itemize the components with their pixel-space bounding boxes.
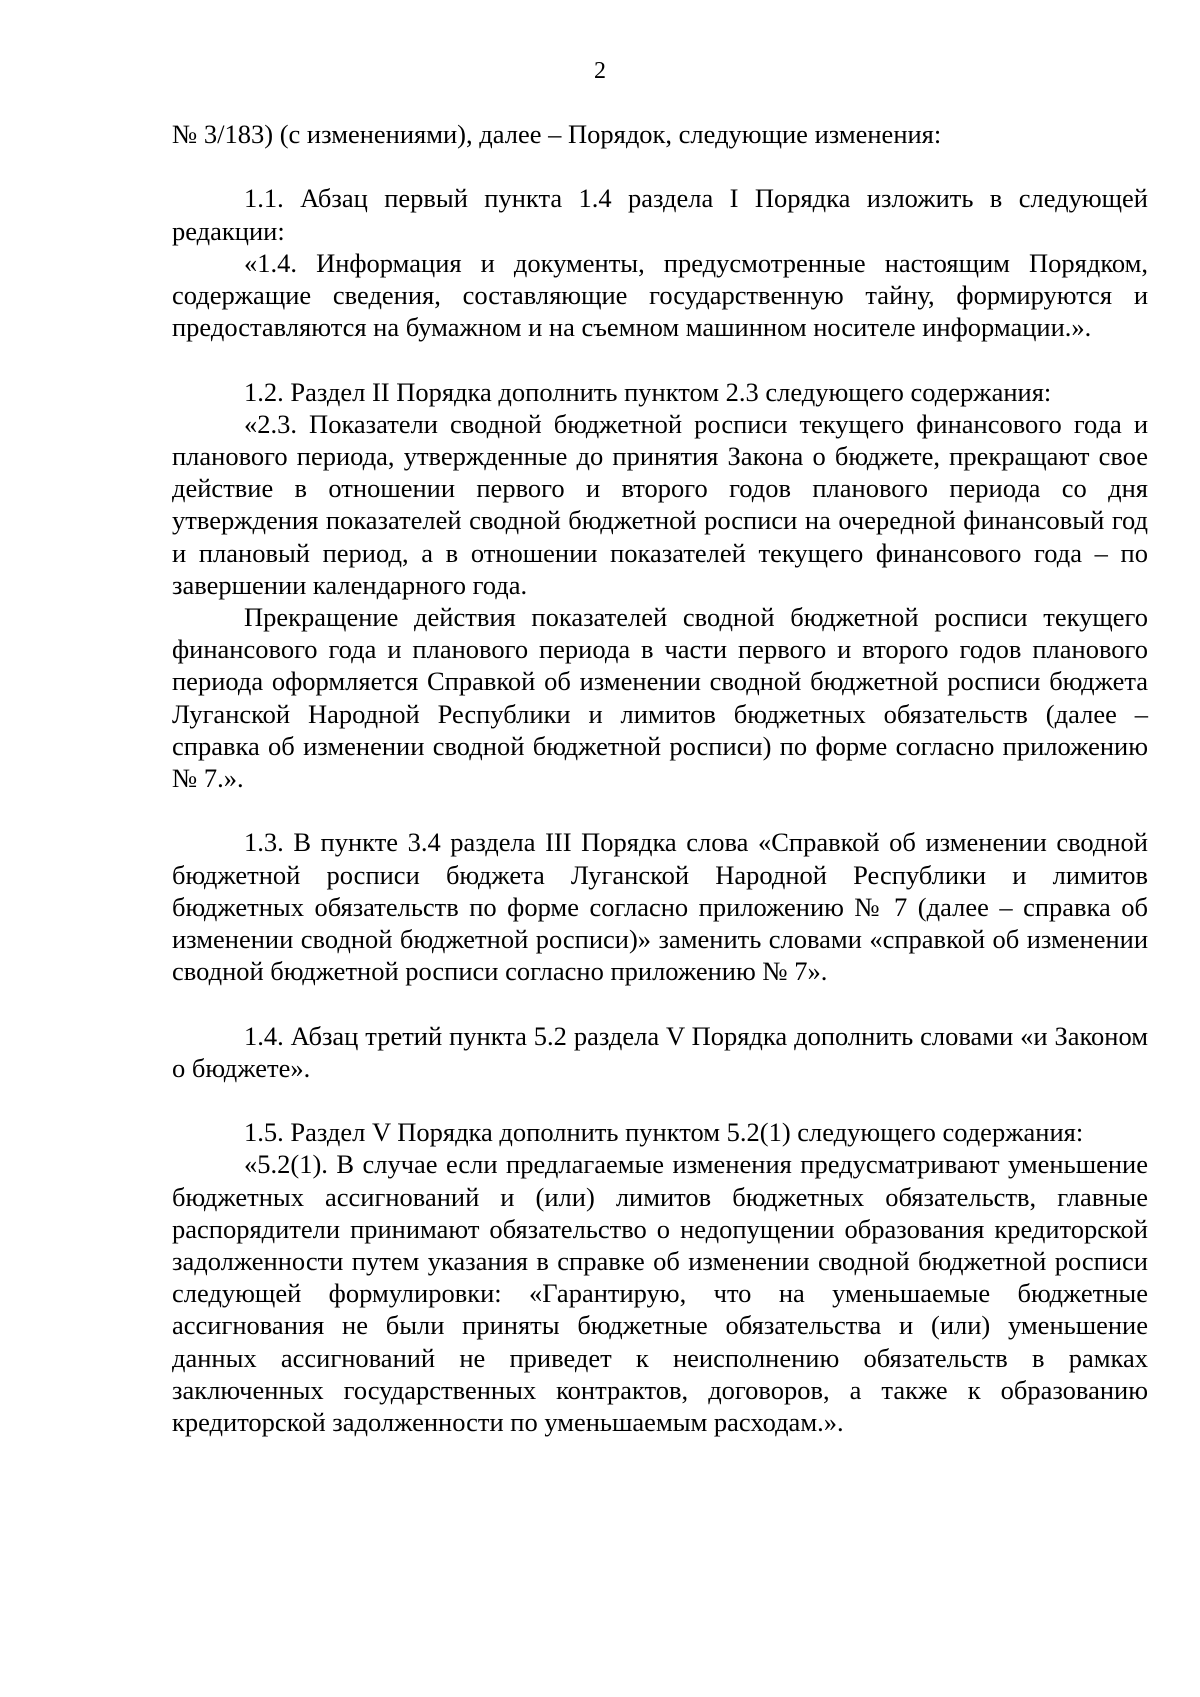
- paragraph-1-2: 1.2. Раздел II Порядка дополнить пунктом 2.3 следующего содержания:: [244, 376, 1052, 407]
- paragraph-1-3: 1.3. В пункте 3.4 раздела III Порядка слова «Справкой об изменении сводной бюджетной росписи бюджета Луганской Народной Республики и лимитов бюджетных обязательств по форме согласно приложению № 7 (далее – справка об изменении сводной бюджетной росписи)» заменить словами «справкой об изменении сводной бюджетной росписи согласно приложению № 7».: [172, 827, 1148, 987]
- paragraph-1-1-quote: «1.4. Информация и документы, предусмотренные настоящим Порядком, содержащие сведения, составляющие государственную тайну, формируются и предоставляются на бумажном и на съемном машинном носителе информации.».: [172, 247, 1148, 343]
- paragraph-1-5-quote: «5.2(1). В случае если предлагаемые изменения предусматривают уменьшение бюджетных ассигнований и (или) лимитов бюджетных обязательств, главные распорядители принимают обязательство о недопущении образования кредиторской задолженности путем указания в справке об изменении сводной бюджетной росписи следующей формулировки: «Гарантирую, что на уменьшаемые бюджетные ассигнования не были приняты бюджетные обязательства и (или) уменьшение данных ассигнований не приведет к неисполнению обязательств в рамках заключенных государственных контрактов, договоров, а также к образованию кредиторской задолженности по уменьшаемым расходам.».: [172, 1149, 1148, 1438]
- paragraph-1-5: 1.5. Раздел V Порядка дополнить пунктом 5.2(1) следующего содержания:: [244, 1117, 1084, 1148]
- paragraph-intro: № 3/183) (с изменениями), далее – Порядок, следующие изменения:: [172, 119, 942, 149]
- paragraph-1-4: 1.4. Абзац третий пункта 5.2 раздела V Порядка дополнить словами «и Законом о бюджете».: [172, 1020, 1148, 1083]
- page-number: 2: [594, 58, 606, 84]
- document-body: [172, 118, 1148, 1438]
- paragraph-1-2-quote-cont: Прекращение действия показателей сводной бюджетной росписи текущего финансового года и планового периода в части первого и второго годов планового периода оформляется Справкой об изменении сводной бюджетной росписи бюджета Луганской Народной Республики и лимитов бюджетных обязательств (далее – справка об изменении сводной бюджетной росписи) по форме согласно приложению № 7.».: [172, 602, 1148, 794]
- paragraph-1-2-quote: «2.3. Показатели сводной бюджетной росписи текущего финансового года и планового периода, утвержденные до принятия Закона о бюджете, прекращают свое действие в отношении первого и второго годов планового периода со дня утверждения показателей сводной бюджетной росписи на очередной финансовый год и плановый период, а в отношении показателей текущего финансового года – по завершении календарного года.: [172, 408, 1148, 600]
- paragraph-1-1: 1.1. Абзац первый пункта 1.4 раздела I Порядка изложить в следующей редакции:: [172, 183, 1148, 246]
